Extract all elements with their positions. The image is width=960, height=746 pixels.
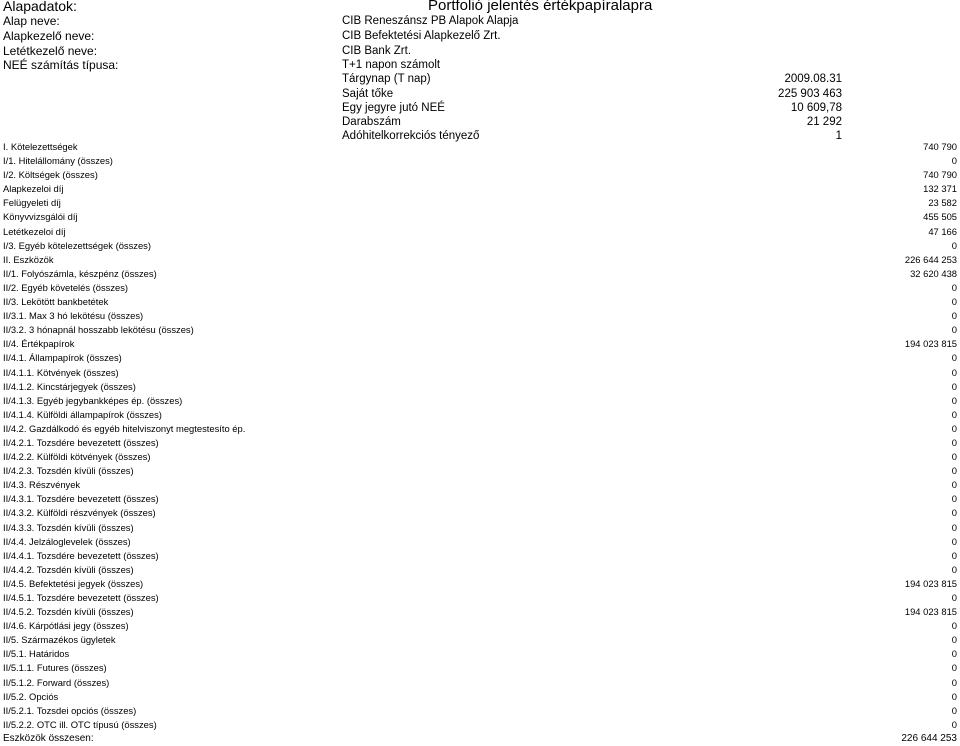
- row-value: 0: [951, 324, 957, 336]
- row-label: II/4.3.1. Tozsdére bevezetett (összes): [3, 493, 159, 505]
- row-label: II/4.1.1. Kötvények (összes): [3, 366, 119, 378]
- row-label: II/4.5. Befektetési jegyek (összes): [3, 577, 144, 589]
- reference-date-label: Tárgynap (T nap): [342, 73, 431, 85]
- row-value: 0: [951, 394, 957, 406]
- table-row: [0, 676, 960, 690]
- nav-calc-type-value: T+1 napon számolt: [342, 59, 441, 71]
- row-value: 0: [951, 592, 957, 603]
- row-value: 0: [951, 239, 957, 251]
- table-row: [0, 535, 960, 549]
- row-value: 0: [951, 690, 957, 702]
- table-row: [0, 605, 960, 619]
- equity-value: 225 903 463: [778, 88, 842, 100]
- row-value: 0: [951, 634, 957, 646]
- custodian-name-value: CIB Bank Zrt.: [342, 45, 412, 57]
- row-label: II/4.2.1. Tozsdére bevezetett (összes): [3, 436, 159, 448]
- section-label: Alapadatok:: [3, 0, 77, 14]
- row-label: II/5.2.1. Tozsdei opciós (összes): [3, 704, 137, 716]
- table-row: [0, 436, 960, 450]
- manager-name-value: CIB Befektetési Alapkezelő Zrt.: [342, 30, 501, 42]
- row-value: 0: [951, 521, 957, 533]
- table-row: [0, 239, 960, 253]
- fund-name-value: CIB Reneszánsz PB Alapok Alapja: [342, 15, 519, 27]
- table-row: [0, 140, 960, 154]
- row-value: 132 371: [923, 183, 957, 195]
- table-row: [0, 309, 960, 323]
- row-label: II/5.2.2. OTC ill. OTC típusú (összes): [3, 718, 157, 730]
- unit-count-value: 21 292: [806, 116, 842, 128]
- row-value: 194 023 815: [904, 577, 957, 589]
- row-label: II/5.1. Határidos: [3, 648, 70, 660]
- row-label: II/4.1.2. Kincstárjegyek (összes): [3, 380, 136, 392]
- total-value: 226 644 253: [901, 732, 957, 744]
- table-row: [0, 281, 960, 295]
- table-row: [0, 267, 960, 281]
- table-row: [0, 168, 960, 182]
- equity-label: Saját tőke: [342, 88, 394, 100]
- table-row: [0, 323, 960, 337]
- row-label: II/4.4. Jelzáloglevelek (összes): [3, 535, 131, 547]
- tax-correction-value: 1: [835, 130, 842, 142]
- row-label: II/4.1. Állampapírok (összes): [3, 352, 122, 364]
- table-row: [0, 521, 960, 535]
- row-label: II/4.3. Részvények: [3, 479, 81, 491]
- row-value: 0: [951, 507, 957, 519]
- row-value: 740 790: [923, 141, 957, 152]
- table-row: [0, 380, 960, 394]
- row-label: Felügyeleti díj: [3, 197, 61, 209]
- row-label: II/5.2. Opciós: [3, 690, 59, 702]
- table-row: [0, 506, 960, 520]
- table-row: [0, 337, 960, 351]
- table-row: [0, 549, 960, 563]
- row-value: 0: [951, 465, 957, 477]
- row-value: 0: [951, 281, 957, 293]
- row-label: Letétkezeloi díj: [3, 225, 66, 237]
- row-label: II/4.3.3. Tozsdén kívüli (összes): [3, 521, 134, 533]
- row-value: 455 505: [923, 211, 957, 223]
- table-row: [0, 661, 960, 675]
- row-value: 0: [951, 366, 957, 378]
- row-value: 0: [951, 296, 957, 308]
- row-value: 0: [951, 408, 957, 420]
- table-row: [0, 351, 960, 365]
- nav-calc-type-label: NEÉ számítás típusa:: [3, 58, 119, 72]
- table-row: [0, 366, 960, 380]
- row-label: II/4.5.2. Tozsdén kívüli (összes): [3, 606, 134, 618]
- table-row: [0, 478, 960, 492]
- row-value: 0: [951, 155, 957, 167]
- row-value: 0: [951, 436, 957, 448]
- row-label: Könyvvizsgálói díj: [3, 211, 78, 223]
- row-label: II/3.1. Max 3 hó lekötésu (összes): [3, 310, 144, 322]
- table-row: [0, 464, 960, 478]
- row-value: 194 023 815: [904, 338, 957, 350]
- row-value: 0: [951, 451, 957, 463]
- row-label: II/4.1.4. Külföldi állampapírok (összes): [3, 408, 162, 420]
- row-value: 0: [951, 676, 957, 688]
- table-row: [0, 422, 960, 436]
- row-label: II/4.6. Kárpótlási jegy (összes): [3, 620, 129, 632]
- row-label: II/4.4.1. Tozsdére bevezetett (összes): [3, 549, 159, 561]
- row-value: 0: [951, 493, 957, 505]
- table-row: [0, 450, 960, 464]
- row-label: II/3. Lekötött bankbetétek: [3, 296, 109, 308]
- row-label: II/4.2.3. Tozsdén kívüli (összes): [3, 465, 134, 477]
- row-label: II/3.2. 3 hónapnál hosszabb lekötésu (összes): [3, 324, 194, 336]
- row-label: I/2. Költségek (összes): [3, 169, 98, 181]
- row-value: 23 582: [928, 197, 957, 209]
- table-row: [0, 492, 960, 506]
- row-value: 740 790: [923, 169, 957, 181]
- nav-per-unit-value: 10 609,78: [790, 102, 842, 114]
- table-row: [0, 182, 960, 196]
- row-label: II/5.1.1. Futures (összes): [3, 662, 107, 674]
- row-label: II/4.3.2. Külföldi részvények (összes): [3, 507, 156, 519]
- total-label: Eszközök összesen:: [3, 732, 94, 744]
- row-label: II/4.1.3. Egyéb jegybankképes ép. (összes): [3, 394, 183, 406]
- nav-per-unit-label: Egy jegyre jutó NEÉ: [342, 102, 445, 114]
- total-row: [0, 732, 960, 746]
- row-label: II/4.2. Gazdálkodó és egyéb hitelviszonyt megtestesíto ép.: [3, 422, 246, 434]
- custodian-name-label: Letétkezelő neve:: [3, 44, 98, 58]
- table-row: [0, 647, 960, 661]
- row-value: 0: [951, 704, 957, 716]
- fund-name-label: Alap neve:: [3, 14, 60, 28]
- table-row: [0, 196, 960, 210]
- row-label: II/4.2.2. Külföldi kötvények (összes): [3, 451, 151, 463]
- row-label: II/2. Egyéb követelés (összes): [3, 281, 129, 293]
- table-row: [0, 295, 960, 309]
- row-value: 0: [951, 535, 957, 547]
- table-row: [0, 704, 960, 718]
- row-label: I/1. Hitelállomány (összes): [3, 155, 113, 167]
- row-value: 226 644 253: [904, 253, 957, 265]
- row-label: II. Eszközök: [3, 253, 54, 265]
- report-header: [0, 0, 960, 140]
- table-row: [0, 408, 960, 422]
- table-row: [0, 633, 960, 647]
- row-value: 0: [951, 380, 957, 392]
- row-value: 47 166: [928, 225, 957, 237]
- row-value: 0: [951, 718, 957, 730]
- row-value: 0: [951, 310, 957, 322]
- row-value: 32 620 438: [910, 267, 957, 279]
- row-label: I. Kötelezettségek: [3, 141, 78, 152]
- row-value: 0: [951, 662, 957, 674]
- row-value: 0: [951, 620, 957, 632]
- reference-date-value: 2009.08.31: [784, 73, 842, 85]
- table-row: [0, 154, 960, 168]
- row-label: II/4.4.2. Tozsdén kívüli (összes): [3, 563, 134, 575]
- table-row: [0, 394, 960, 408]
- table-row: [0, 619, 960, 633]
- portfolio-table: [0, 140, 960, 746]
- table-row: [0, 577, 960, 591]
- row-label: II/4.5.1. Tozsdére bevezetett (összes): [3, 592, 159, 603]
- row-label: II/5. Származékos ügyletek: [3, 634, 116, 646]
- table-row: [0, 210, 960, 224]
- unit-count-label: Darabszám: [342, 116, 401, 128]
- row-value: 0: [951, 352, 957, 364]
- table-row: [0, 591, 960, 605]
- row-label: Alapkezeloi díj: [3, 183, 64, 195]
- row-value: 0: [951, 479, 957, 491]
- row-value: 0: [951, 422, 957, 434]
- row-value: 0: [951, 563, 957, 575]
- row-label: II/1. Folyószámla, készpénz (összes): [3, 267, 157, 279]
- table-row: [0, 225, 960, 239]
- row-value: 0: [951, 549, 957, 561]
- page-title: Portfolió jelentés értékpapíralapra: [428, 0, 653, 14]
- manager-name-label: Alapkezelő neve:: [3, 29, 95, 43]
- row-value: 194 023 815: [904, 606, 957, 618]
- table-row: [0, 718, 960, 732]
- row-label: II/5.1.2. Forward (összes): [3, 676, 110, 688]
- table-row: [0, 563, 960, 577]
- table-row: [0, 253, 960, 267]
- table-row: [0, 690, 960, 704]
- row-label: I/3. Egyéb kötelezettségek (összes): [3, 239, 151, 251]
- row-value: 0: [951, 648, 957, 660]
- tax-correction-label: Adóhitelkorrekciós tényező: [342, 130, 480, 142]
- row-label: II/4. Értékpapírok: [3, 338, 75, 350]
